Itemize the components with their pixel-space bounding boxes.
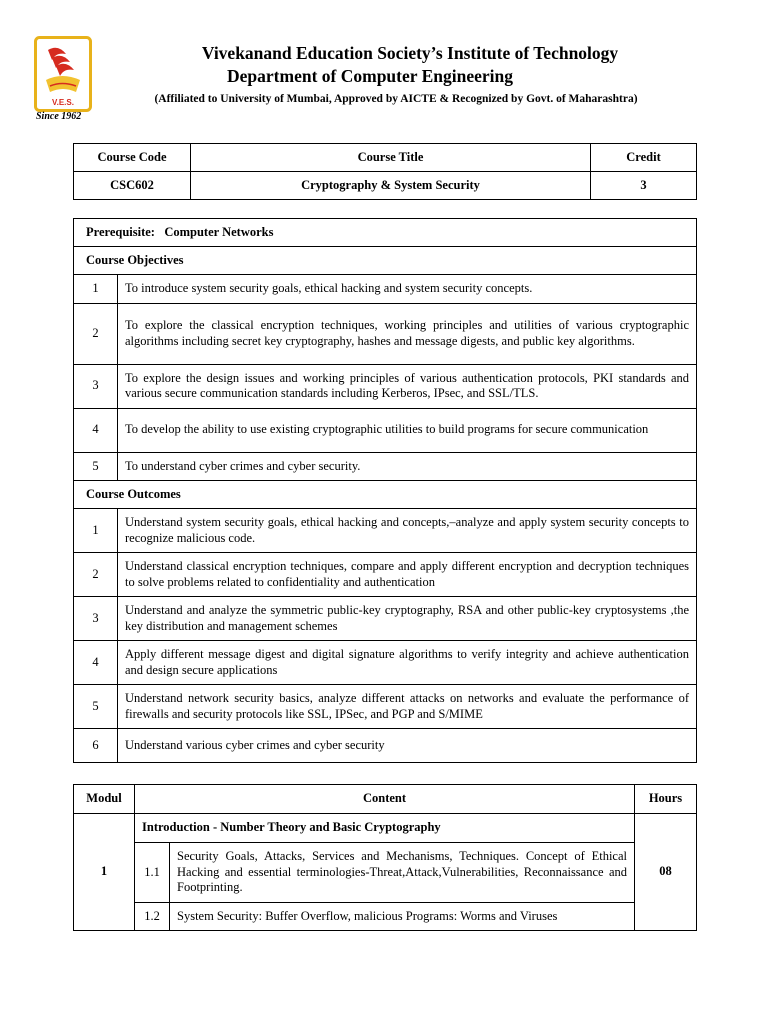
list-item [74,275,697,304]
course-credit: 3 [591,172,697,200]
topic-text: System Security: Buffer Overflow, malicious Programs: Worms and Viruses [170,902,635,931]
table-row [74,902,697,931]
list-item [74,729,697,763]
prerequisite-value: Computer Networks [164,224,274,239]
course-info-table [73,143,697,200]
objective-text: To introduce system security goals, ethical hacking and system security concepts. [118,275,697,304]
hours-header: Hours [635,785,697,814]
objective-text: To understand cyber crimes and cyber security. [118,452,697,481]
outcome-number: 6 [74,729,118,763]
list-item [74,597,697,641]
objective-number: 1 [74,275,118,304]
syllabus-table [73,784,697,931]
course-code-header: Course Code [74,144,191,172]
objective-text: To explore the classical encryption techniques, working principles and utilities of various cryptographic algorithms including secret key cryptography, hashes and message digests, and public key algorithms. [118,303,697,364]
objectives-title: Course Objectives [74,247,697,275]
department-name: Department of Computer Engineering [227,66,513,86]
objective-text: To develop the ability to use existing cryptographic utilities to build programs for secure communication [118,408,697,452]
outcome-text: Understand network security basics, analyze different attacks on networks and evaluate the performance of firewalls and security protocols like SSL, IPSec, and PGP and S/MIME [118,685,697,729]
outcome-text: Understand classical encryption techniques, compare and apply different encryption and decryption techniques to solve problems related to confidentiality and authentication [118,553,697,597]
list-item [74,303,697,364]
module-header: Modul [74,785,135,814]
ves-logo [34,36,92,112]
list-item [74,509,697,553]
document-header [0,0,768,130]
course-title: Cryptography & System Security [191,172,591,200]
outcome-text: Understand and analyze the symmetric public-key cryptography, RSA and other public-key cryptosystems ,the key distribution and management schemes [118,597,697,641]
table-row [74,172,697,200]
module-hours: 08 [635,814,697,931]
list-item [74,408,697,452]
table-row [74,843,697,903]
module-number: 1 [74,814,135,931]
objective-number: 3 [74,364,118,408]
topic-text: Security Goals, Attacks, Services and Mechanisms, Techniques. Concept of Ethical Hacking and essential terminologies-Threat,Attack,Vulnerabilities, Reconnaissance and Footprinting. [170,843,635,903]
list-item [74,685,697,729]
course-title-header: Course Title [191,144,591,172]
prerequisite-label: Prerequisite: [86,224,155,239]
content-header: Content [135,785,635,814]
list-item [74,641,697,685]
topic-number: 1.2 [135,902,170,931]
topic-number: 1.1 [135,843,170,903]
outcome-text: Understand various cyber crimes and cyber security [118,729,697,763]
outcome-number: 1 [74,509,118,553]
objective-text: To explore the design issues and working principles of various authentication protocols, PKI standards and various secure communication standards including Kerberos, IPsec, and SSL/TLS. [118,364,697,408]
course-code: CSC602 [74,172,191,200]
objective-number: 4 [74,408,118,452]
outcome-number: 3 [74,597,118,641]
objective-number: 5 [74,452,118,481]
since-text: Since 1962 [36,111,82,122]
outcomes-title: Course Outcomes [74,481,697,509]
module-title: Introduction - Number Theory and Basic Cryptography [135,814,635,843]
table-header-row [74,785,697,814]
prerequisite-row [74,219,697,247]
outcome-text: Apply different message digest and digital signature algorithms to verify integrity and achieve authentication and design secure applications [118,641,697,685]
outcome-text: Understand system security goals, ethical hacking and concepts,–analyze and apply system security concepts to recognize malicious code. [118,509,697,553]
credit-header: Credit [591,144,697,172]
logo-text: V.E.S. [52,98,74,107]
list-item [74,364,697,408]
table-row [74,814,697,843]
affiliation-text: (Affiliated to University of Mumbai, Approved by AICTE & Recognized by Govt. of Maharashtra) [154,93,638,105]
outcome-number: 5 [74,685,118,729]
objectives-outcomes-table [73,218,697,763]
objective-number: 2 [74,303,118,364]
list-item [74,452,697,481]
table-header-row [74,144,697,172]
outcome-number: 2 [74,553,118,597]
institute-name: Vivekanand Education Society’s Institute of Technology [201,43,619,63]
outcome-number: 4 [74,641,118,685]
list-item [74,553,697,597]
